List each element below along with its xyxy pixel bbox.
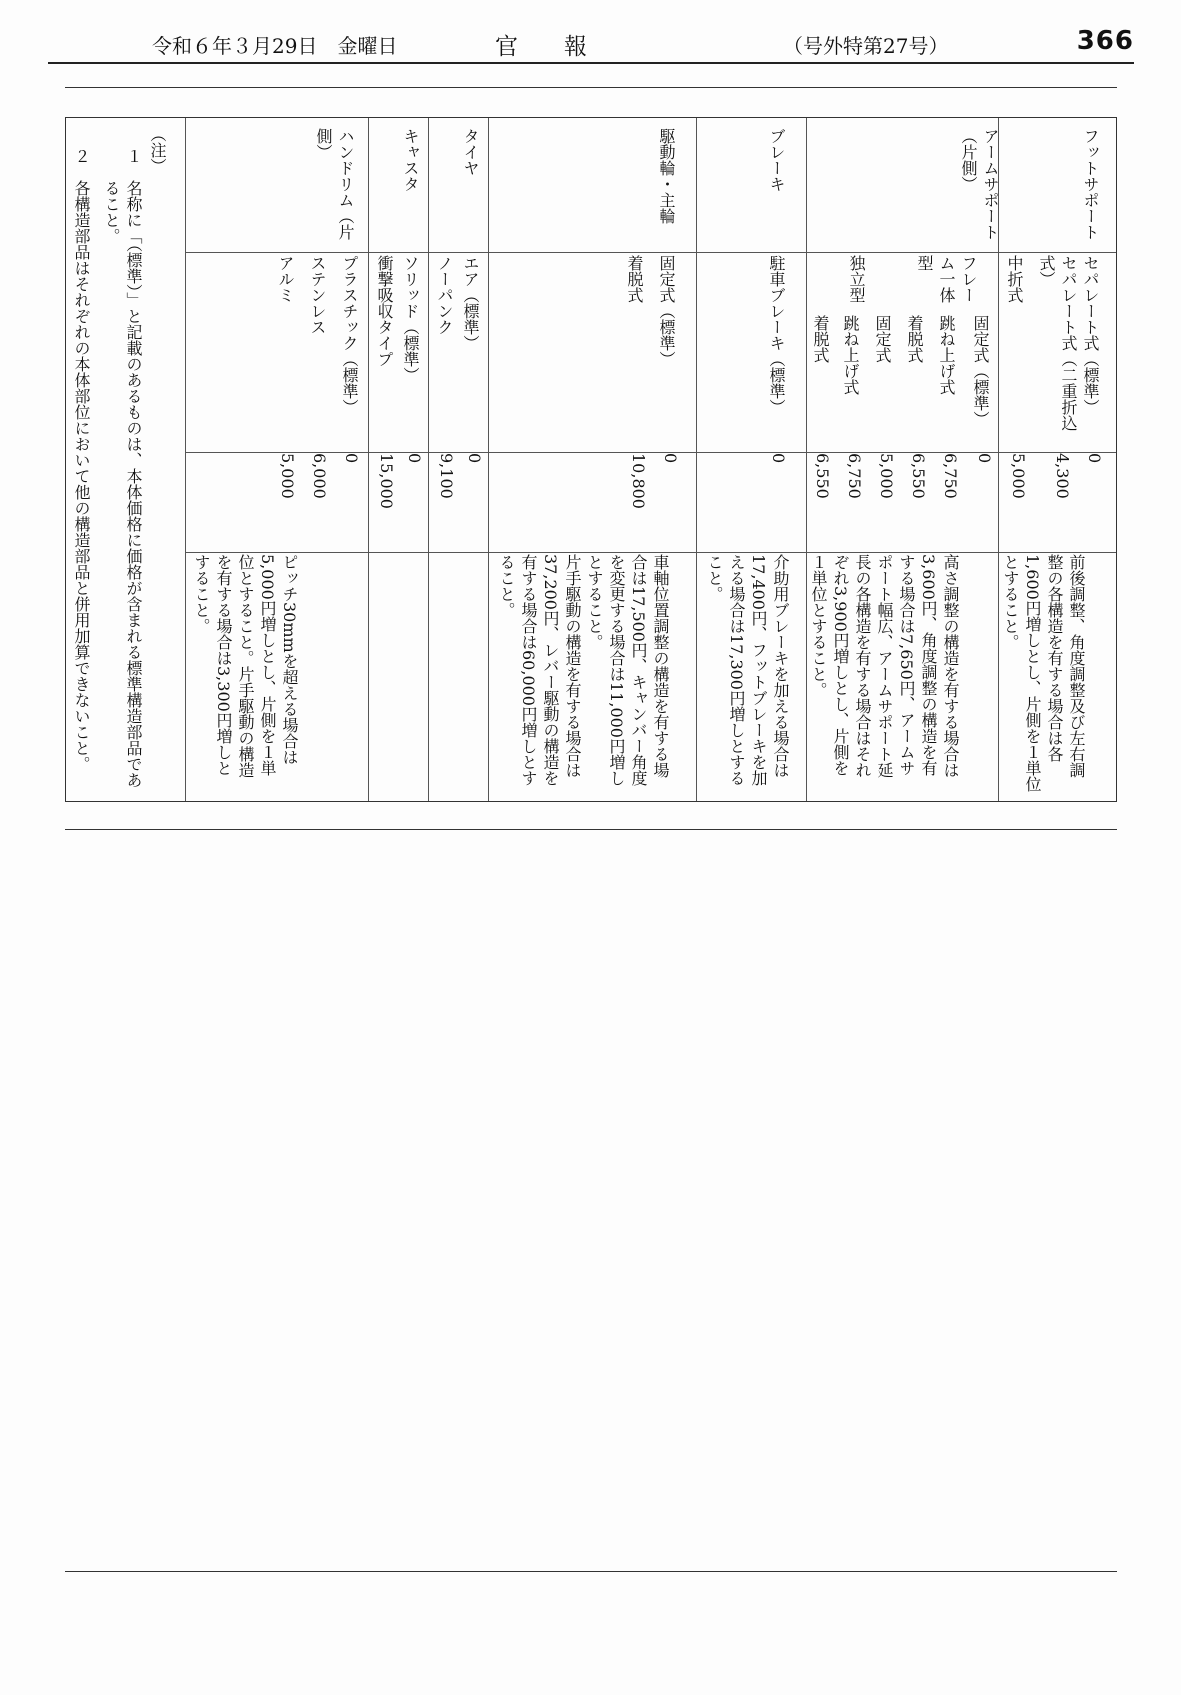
amount-value: 6,000 xyxy=(310,453,329,499)
table-row xyxy=(428,118,488,801)
amount-value: 0 xyxy=(342,453,361,464)
header-rule xyxy=(48,62,1134,64)
item-name: キャスタ xyxy=(401,128,420,192)
amount xyxy=(1005,453,1029,499)
amount xyxy=(765,453,789,463)
amount-value: 5,000 xyxy=(877,453,896,499)
amount xyxy=(873,453,897,499)
amount-value: 0 xyxy=(661,453,680,464)
structure-name: フレー ム一体 型 xyxy=(915,255,978,303)
note-text: 高さ調整の構造を有する場合は 3,600円、角度調整の構造を有 する場合は7,650円、アームサ ポート幅広、アームサポート延 長の各構造を有する場合はそれ ぞれ3,900円増しとし、片側を １単位とすること。 xyxy=(809,554,960,778)
sub-structure: 跳ね上げ式 xyxy=(937,315,956,395)
item-name: ブレーキ xyxy=(767,128,786,192)
table-row xyxy=(696,118,806,801)
amount-value: 9,100 xyxy=(437,453,456,499)
amount-value: 0 xyxy=(405,453,424,464)
table-row xyxy=(185,118,368,801)
amount-value: 6,750 xyxy=(941,453,960,499)
amount xyxy=(401,453,425,463)
amount xyxy=(338,453,362,463)
amount xyxy=(625,453,649,509)
header-gazette-title: 官 報 xyxy=(495,34,587,60)
structure-name: 衝撃吸収タイプ xyxy=(375,255,394,367)
note-item-2: ２ 各構造部品はそれぞれの本体部位において他の構造部品と併用加算できないこと。 xyxy=(72,148,91,772)
amount-value: 0 xyxy=(975,453,994,464)
structure-name: セパレート式（二重折込 式） xyxy=(1037,255,1078,431)
structure-name: セパレート式（標準） xyxy=(1081,255,1100,415)
amount-value: 0 xyxy=(769,453,788,464)
structure-parts-table xyxy=(65,117,1117,802)
item-name: タイヤ xyxy=(461,128,480,176)
sub-structure: 跳ね上げ式 xyxy=(841,315,860,395)
amount-value: 5,000 xyxy=(278,453,297,499)
amount xyxy=(306,453,330,499)
amount xyxy=(461,453,485,463)
bottom-rule xyxy=(65,1571,1117,1572)
table-row xyxy=(806,118,998,801)
table-row xyxy=(488,118,696,801)
header-issue: （号外特第27号） xyxy=(783,34,949,58)
structure-name: アルミ xyxy=(276,255,295,303)
header-page-number: 366 xyxy=(1076,26,1134,56)
amount xyxy=(657,453,681,463)
structure-name: 独立型 xyxy=(847,255,866,303)
note-text: 介助用ブレーキを加える場合は 17,400円、フットブレーキを加 える場合は17,300円増しとする こと。 xyxy=(705,554,790,786)
amount xyxy=(274,453,298,499)
amount xyxy=(433,453,457,499)
amount-value: 15,000 xyxy=(377,453,396,509)
amount-value: 6,550 xyxy=(909,453,928,499)
structure-name: 駐車ブレーキ（標準） xyxy=(767,255,786,415)
sub-structure: 着脱式 xyxy=(811,315,830,363)
item-name: フットサポート xyxy=(1081,128,1100,240)
amount xyxy=(971,453,995,463)
structure-name: プラスチック（標準） xyxy=(340,255,359,415)
notes-heading: （注） xyxy=(148,126,167,174)
note-text: 前後調整、角度調整及び左右調 整の各構造を有する場合は各 1,600円増しとし、片側を１単位 とすること。 xyxy=(1001,554,1086,792)
notes-section xyxy=(66,118,185,801)
table-row xyxy=(368,118,428,801)
sub-structure: 固定式（標準） xyxy=(971,315,990,427)
table-row xyxy=(998,118,1116,801)
structure-name: 中折式 xyxy=(1005,255,1024,303)
amount xyxy=(809,453,833,499)
amount xyxy=(905,453,929,499)
note-item-1: １ 名称に「（標準）」と記載のあるものは、本体価格に価格が含まれる標準構造部品であ ること。 xyxy=(102,148,143,788)
sub-structure: 着脱式 xyxy=(905,315,924,363)
structure-name: 固定式（標準） xyxy=(657,255,676,367)
structure-name: 着脱式 xyxy=(625,255,644,303)
amount-value: 10,800 xyxy=(629,453,648,509)
item-name: 駆動輪・主輪 xyxy=(657,128,676,224)
amount-value: 4,300 xyxy=(1053,453,1072,499)
header-date: 令和６年３月29日 金曜日 xyxy=(152,34,398,58)
amount xyxy=(841,453,865,499)
amount-value: 0 xyxy=(465,453,484,464)
amount-value: 6,550 xyxy=(813,453,832,499)
amount-value: 6,750 xyxy=(845,453,864,499)
item-name: ハンドリム（片 側） xyxy=(314,128,355,240)
amount-value: 0 xyxy=(1085,453,1104,464)
note-text: 車軸位置調整の構造を有する場 合は17,500円、キャンバー角度 を変更する場合は11,000円増し とすること。 片手駆動の構造を有する場合は 37,200円、レバー駆動の構造を 有する場合は60,000円増しとす ること。 xyxy=(497,554,670,786)
structure-name: ソリッド（標準） xyxy=(401,255,420,383)
amount xyxy=(1049,453,1073,499)
amount xyxy=(373,453,397,509)
amount xyxy=(937,453,961,499)
top-rule xyxy=(65,87,1117,88)
note-text: ピッチ30mmを超える場合は 5,000円増しとし、片側を１単 位とすること。片手駆動の構造 を有する場合は3,300円増しと すること。 xyxy=(192,554,299,778)
mid-rule xyxy=(65,829,1117,830)
structure-name: エア（標準） xyxy=(461,255,480,351)
structure-name: ノーパンク xyxy=(435,255,454,335)
page-header xyxy=(48,22,1134,64)
sub-structure: 固定式 xyxy=(873,315,892,363)
item-name: アームサポート （片側） xyxy=(959,128,1000,240)
structure-name: ステンレス xyxy=(308,255,327,335)
amount xyxy=(1081,453,1105,463)
amount-value: 5,000 xyxy=(1009,453,1028,499)
